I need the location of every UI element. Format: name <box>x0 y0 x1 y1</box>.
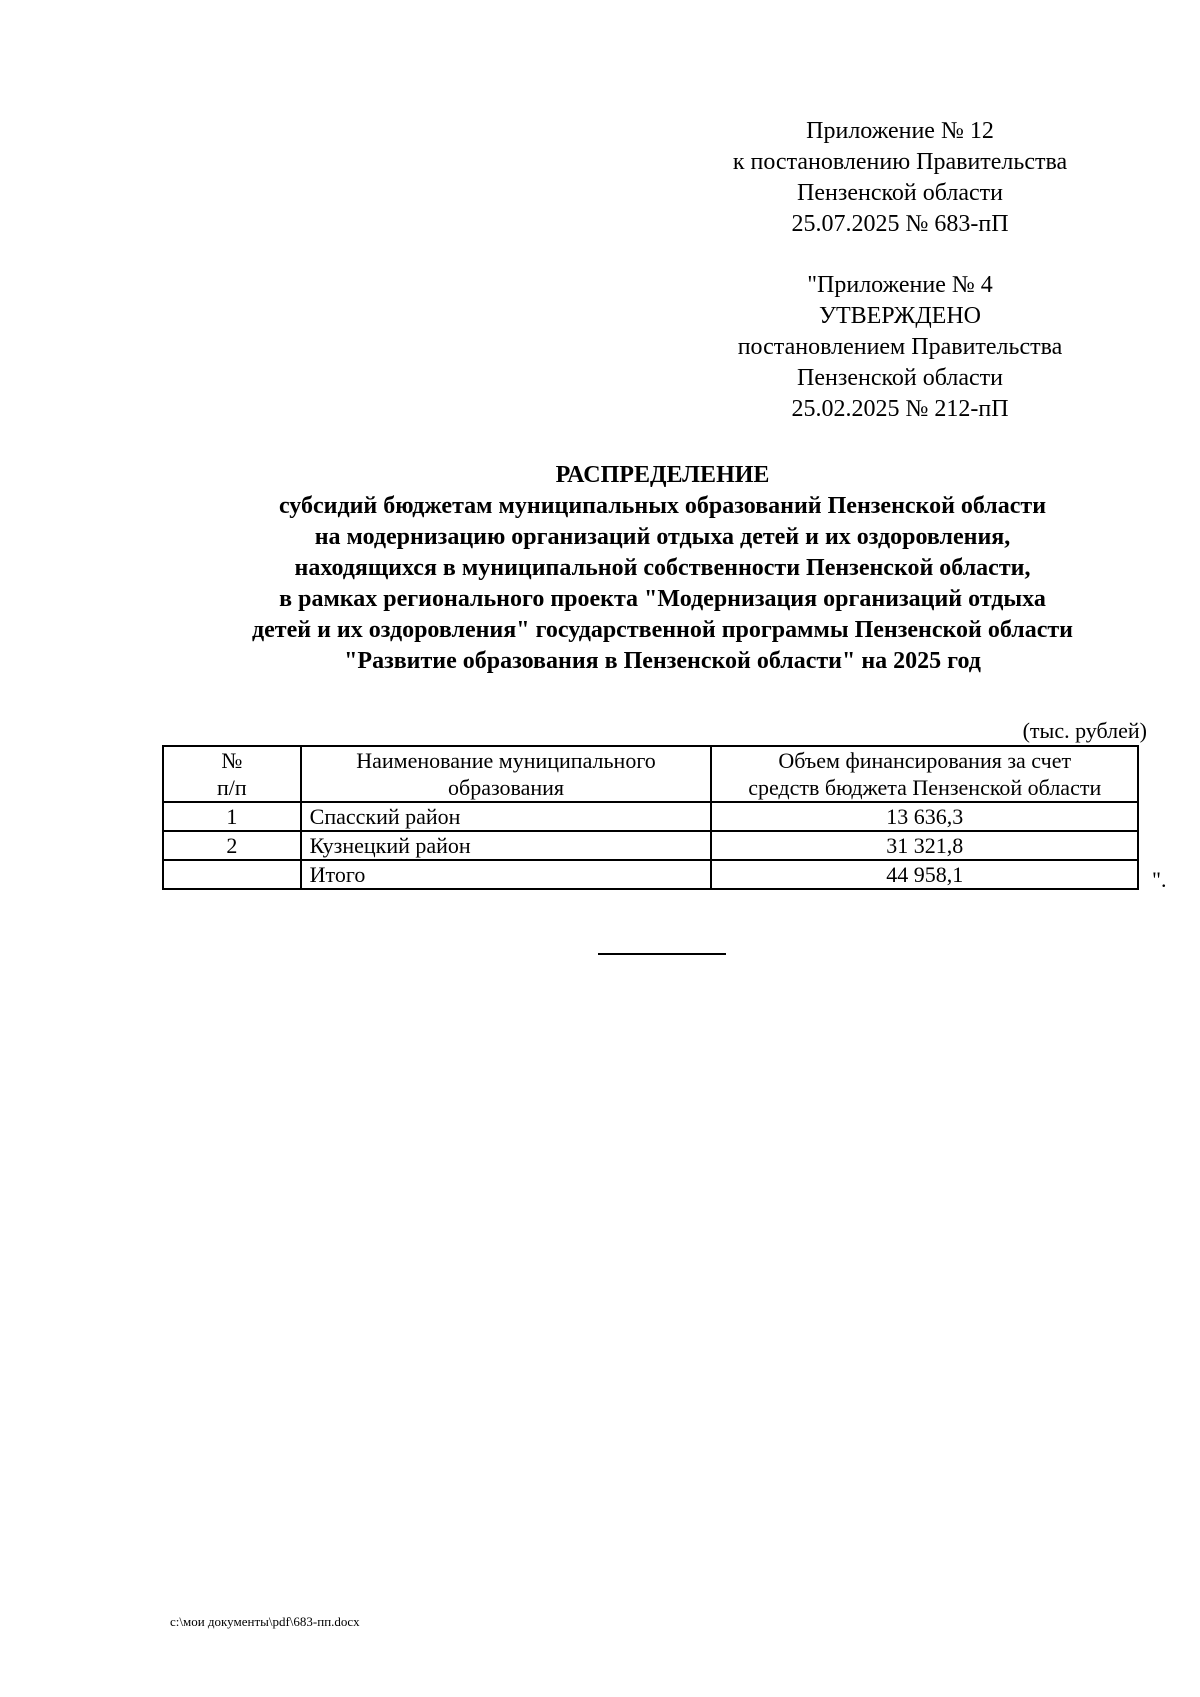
document-subtitle <box>120 491 1200 677</box>
subtitle-line: субсидий бюджетам муниципальных образований Пензенской области <box>278 493 1047 519</box>
annex-to-resolution: к постановлению Правительства <box>732 149 1068 175</box>
approval-region: Пензенской области <box>797 365 1003 391</box>
table-total-row <box>163 860 1138 889</box>
approval-reference <box>700 270 1100 425</box>
header-municipality-line1: Наименование муниципального <box>356 748 656 773</box>
row-amount: 13 636,3 <box>711 802 1138 831</box>
header-funding-line2: средств бюджета Пензенской области <box>748 775 1102 800</box>
document-title: РАСПРЕДЕЛЕНИЕ <box>555 462 770 488</box>
approval-annex-number: "Приложение № 4 <box>807 272 993 298</box>
annex-reference <box>700 116 1100 240</box>
closing-quote: ". <box>1152 867 1167 892</box>
annex-date-number: 25.07.2025 № 683-пП <box>791 211 1009 237</box>
units-label: (тыс. рублей) <box>1022 718 1147 743</box>
header-funding-line1: Объем финансирования за счет <box>778 748 1072 773</box>
table-header-row <box>163 746 1138 802</box>
approval-date-number: 25.02.2025 № 212-пП <box>791 396 1009 422</box>
approval-by-resolution: постановлением Правительства <box>737 334 1063 360</box>
annex-number: Приложение № 12 <box>806 118 994 144</box>
header-municipality <box>301 746 712 802</box>
row-number: 2 <box>163 831 301 860</box>
total-label: Итого <box>301 860 712 889</box>
table-row <box>163 831 1138 860</box>
total-amount: 44 958,1 <box>711 860 1138 889</box>
table-row <box>163 802 1138 831</box>
footer-file-path: c:\мои документы\pdf\683-пп.docx <box>170 1614 360 1629</box>
header-number-abbrev: п/п <box>216 775 247 800</box>
end-separator-line <box>598 953 726 955</box>
row-municipality: Кузнецкий район <box>301 831 712 860</box>
header-municipality-line2: образования <box>448 775 565 800</box>
row-amount: 31 321,8 <box>711 831 1138 860</box>
approval-stamp: УТВЕРЖДЕНО <box>818 303 982 329</box>
row-number: 1 <box>163 802 301 831</box>
subtitle-line: на модернизацию организаций отдыха детей и их оздоровления, <box>314 524 1011 550</box>
header-funding <box>711 746 1138 802</box>
row-municipality: Спасский район <box>301 802 712 831</box>
subtitle-line: находящихся в муниципальной собственности Пензенской области, <box>294 555 1031 581</box>
subtitle-line: детей и их оздоровления" государственной программы Пензенской области <box>252 617 1073 643</box>
annex-region: Пензенской области <box>797 180 1003 206</box>
header-number <box>163 746 301 802</box>
row-number <box>163 860 301 889</box>
subtitle-line: в рамках регионального проекта "Модернизация организаций отдыха <box>279 586 1046 612</box>
header-number-symbol: № <box>221 748 243 773</box>
allocation-table <box>162 745 1139 890</box>
subtitle-line: "Развитие образования в Пензенской области" на 2025 год <box>344 648 981 674</box>
